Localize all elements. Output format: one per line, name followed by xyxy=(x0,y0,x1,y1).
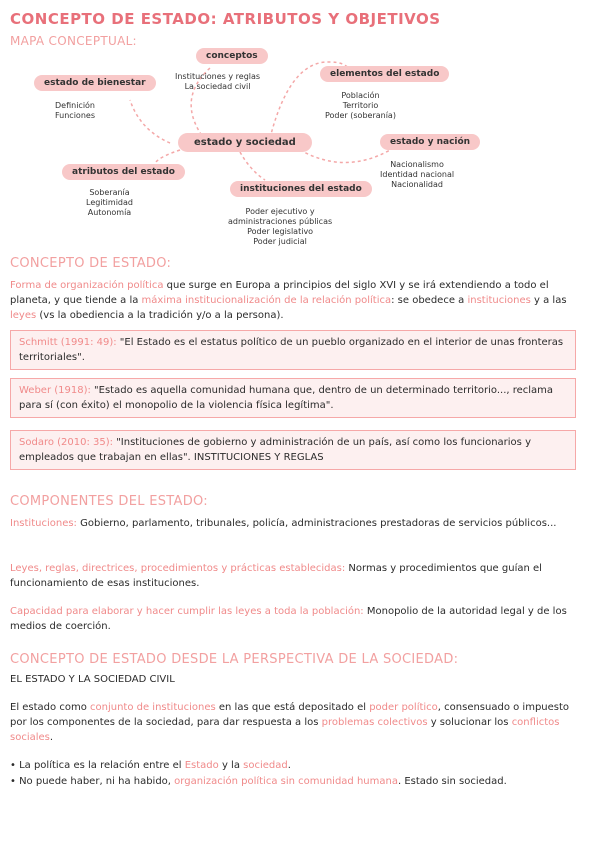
node-nacion: estado y nación xyxy=(380,134,480,150)
componente-2: Leyes, reglas, directrices, procedimientos y prácticas establecidas: Normas y procedimientos que guían el funcionamiento de esas instituciones. xyxy=(10,563,542,589)
quote-schmitt: Schmitt (1991: 49): "El Estado es el estatus político de un pueblo organizado en el interior de unas fronteras territoriales". xyxy=(10,330,576,370)
concepto-paragraph: Forma de organización política que surge en Europa a principios del siglo XVI y se irá extendiendo a todo el planeta, y que tiende a la máxima institucionalización de la relación política: se obedece a instituciones y a las leyes (vs la obediencia a la tradición y/o a la persona). xyxy=(10,280,567,321)
node-bienestar: estado de bienestar xyxy=(34,75,156,91)
sociedad-bullet-1: • La política es la relación entre el Estado y la sociedad. xyxy=(10,760,291,771)
node-atributos-items: Soberanía Legitimidad Autonomía xyxy=(86,188,133,217)
componentes-heading: COMPONENTES DEL ESTADO: xyxy=(10,494,208,509)
componente-1: Instituciones: Gobierno, parlamento, tribunales, policía, administraciones prestadoras de servicios públicos... xyxy=(10,518,557,529)
map-heading: MAPA CONCEPTUAL: xyxy=(10,34,137,48)
sociedad-subheading: EL ESTADO Y LA SOCIEDAD CIVIL xyxy=(10,674,175,685)
sociedad-heading: CONCEPTO DE ESTADO DESDE LA PERSPECTIVA DE LA SOCIEDAD: xyxy=(10,652,459,667)
sociedad-paragraph: El estado como conjunto de instituciones en las que está depositado el poder político, consensuado o impuesto por los componentes de la sociedad, para dar respuesta a los problemas colectivos y solucionar los conflictos sociales. xyxy=(10,702,570,743)
componente-3: Capacidad para elaborar y hacer cumplir las leyes a toda la población: Monopolio de la autoridad legal y de los medios de coerción. xyxy=(10,606,567,632)
node-elementos-items: Población Territorio Poder (soberanía) xyxy=(325,91,396,120)
node-center: estado y sociedad xyxy=(178,133,312,152)
quote-sodaro: Sodaro (2010: 35): "Instituciones de gobierno y administración de un país, así como los funcionarios y empleados que trabajan en ellas". INSTITUCIONES Y REGLAS xyxy=(10,430,576,470)
node-bienestar-items: Definición Funciones xyxy=(55,101,95,120)
node-atributos: atributos del estado xyxy=(62,164,185,180)
concepto-heading: CONCEPTO DE ESTADO: xyxy=(10,256,172,271)
page-title: CONCEPTO DE ESTADO: ATRIBUTOS Y OBJETIVOS xyxy=(10,10,441,28)
node-elementos: elementos del estado xyxy=(320,66,449,82)
node-conceptos: conceptos xyxy=(196,48,268,64)
node-conceptos-items: Instituciones y reglas La sociedad civil xyxy=(175,72,261,91)
node-instituciones-items: Poder ejecutivo y administraciones públicas Poder legislativo Poder judicial xyxy=(228,207,333,246)
quote-weber: Weber (1918): "Estado es aquella comunidad humana que, dentro de un determinado territorio..., reclama para sí (con éxito) el monopolio de la violencia física legítima". xyxy=(10,378,576,418)
node-nacion-items: Nacionalismo Identidad nacional Nacionalidad xyxy=(380,160,455,189)
sociedad-bullet-2: • No puede haber, ni ha habido, organización política sin comunidad humana. Estado sin sociedad. xyxy=(10,776,507,787)
node-instituciones: instituciones del estado xyxy=(230,181,372,197)
